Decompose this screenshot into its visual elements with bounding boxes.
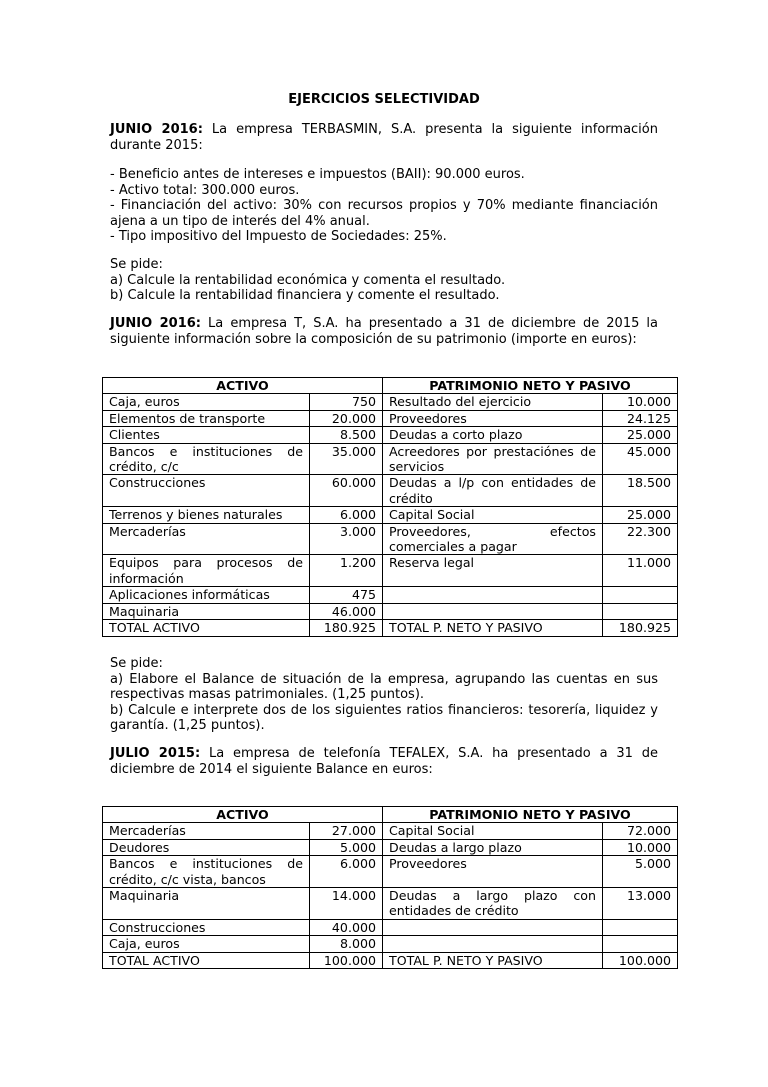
pasivo-value: 24.125 [603, 410, 678, 426]
list-item: - Beneficio antes de intereses e impuestos (BAII): 90.000 euros. [110, 167, 525, 182]
table-row [103, 410, 678, 426]
pasivo-value [603, 587, 678, 603]
pasivo-value: 10.000 [603, 394, 678, 410]
activo-cell: Mercaderías [103, 523, 310, 555]
activo-cell: Construcciones [103, 475, 310, 507]
se-pide-label: Se pide: [110, 257, 163, 272]
activo-value: 475 [310, 587, 383, 603]
table-total-row [103, 952, 678, 968]
header-activo: ACTIVO [103, 378, 383, 394]
total-activo-label: TOTAL ACTIVO [103, 952, 310, 968]
pasivo-value: 18.500 [603, 475, 678, 507]
activo-cell: Maquinaria [103, 603, 310, 619]
activo-value: 14.000 [310, 888, 383, 920]
table-row [103, 839, 678, 855]
list-item: - Activo total: 300.000 euros. [110, 182, 300, 198]
activo-value: 1.200 [310, 555, 383, 587]
balance-table-2 [102, 806, 678, 969]
ex1-questions [110, 257, 658, 304]
list-item: - Financiación del activo: 30% con recursos propios y 70% mediante financiación ajena a un tipo de interés del 4% anual. [110, 198, 658, 229]
pasivo-value: 25.000 [603, 507, 678, 523]
table-row [103, 936, 678, 952]
pasivo-value: 22.300 [603, 523, 678, 555]
question-item: a) Elabore el Balance de situación de la empresa, agrupando las cuentas en sus respectivas masas patrimoniales. (1,25 puntos). [110, 671, 658, 703]
activo-value: 6.000 [310, 507, 383, 523]
ex2-intro [110, 316, 658, 347]
table-row [103, 888, 678, 920]
header-pasivo: PATRIMONIO NETO Y PASIVO [383, 378, 678, 394]
ex1-intro-text: La empresa TERBASMIN, S.A. presenta la siguiente información durante 2015: [110, 122, 658, 153]
pasivo-cell: Deudas a largo plazo con entidades de crédito [383, 888, 603, 920]
ex2-label: JUNIO 2016: [110, 316, 201, 331]
pasivo-cell [383, 603, 603, 619]
activo-cell: Mercaderías [103, 823, 310, 839]
ex2-intro-text: La empresa T, S.A. ha presentado a 31 de diciembre de 2015 la siguiente información sobre la composición de su patrimonio (importe en euros): [110, 316, 658, 347]
activo-value: 8.000 [310, 936, 383, 952]
ex1-label: JUNIO 2016: [110, 122, 203, 137]
total-pasivo-value: 180.925 [603, 620, 678, 636]
table-row [103, 394, 678, 410]
pasivo-cell: Proveedores [383, 856, 603, 888]
pasivo-cell [383, 587, 603, 603]
activo-value: 6.000 [310, 856, 383, 888]
activo-value: 35.000 [310, 443, 383, 475]
table-row [103, 507, 678, 523]
activo-value: 46.000 [310, 603, 383, 619]
ex3-intro-text: La empresa de telefonía TEFALEX, S.A. ha presentado a 31 de diciembre de 2014 el siguiente Balance en euros: [110, 746, 658, 777]
pasivo-value: 45.000 [603, 443, 678, 475]
activo-cell: Maquinaria [103, 888, 310, 920]
pasivo-cell: Acreedores por prestaciónes de servicios [383, 443, 603, 475]
activo-cell: Bancos e instituciones de crédito, c/c vista, bancos [103, 856, 310, 888]
activo-cell: Bancos e instituciones de crédito, c/c [103, 443, 310, 475]
activo-value: 27.000 [310, 823, 383, 839]
ex1-intro [110, 122, 658, 153]
pasivo-cell: Deudas a l/p con entidades de crédito [383, 475, 603, 507]
activo-value: 5.000 [310, 839, 383, 855]
pasivo-value: 10.000 [603, 839, 678, 855]
activo-cell: Terrenos y bienes naturales [103, 507, 310, 523]
activo-value: 40.000 [310, 919, 383, 935]
activo-value: 20.000 [310, 410, 383, 426]
balance-table-1 [102, 377, 678, 637]
header-pasivo: PATRIMONIO NETO Y PASIVO [383, 807, 678, 823]
pasivo-cell: Deudas a largo plazo [383, 839, 603, 855]
list-item: - Tipo impositivo del Impuesto de Sociedades: 25%. [110, 229, 447, 245]
pasivo-value: 5.000 [603, 856, 678, 888]
activo-cell: Aplicaciones informáticas [103, 587, 310, 603]
table-row [103, 587, 678, 603]
activo-value: 60.000 [310, 475, 383, 507]
table-row [103, 427, 678, 443]
table-row [103, 823, 678, 839]
table-row [103, 603, 678, 619]
total-pasivo-label: TOTAL P. NETO Y PASIVO [383, 952, 603, 968]
page-title: EJERCICIOS SELECTIVIDAD [288, 92, 480, 107]
activo-cell: Deudores [103, 839, 310, 855]
pasivo-value [603, 936, 678, 952]
pasivo-cell: Proveedores [383, 410, 603, 426]
table-total-row [103, 620, 678, 636]
pasivo-value [603, 603, 678, 619]
pasivo-cell: Resultado del ejercicio [383, 394, 603, 410]
pasivo-cell: Proveedores, efectos comerciales a pagar [383, 523, 603, 555]
pasivo-value: 25.000 [603, 427, 678, 443]
pasivo-value: 72.000 [603, 823, 678, 839]
total-pasivo-value: 100.000 [603, 952, 678, 968]
pasivo-value: 13.000 [603, 888, 678, 920]
header-activo: ACTIVO [103, 807, 383, 823]
question-item: b) Calcule la rentabilidad financiera y comente el resultado. [110, 288, 500, 304]
total-activo-label: TOTAL ACTIVO [103, 620, 310, 636]
pasivo-cell [383, 919, 603, 935]
table-row [103, 919, 678, 935]
pasivo-value [603, 919, 678, 935]
pasivo-cell: Capital Social [383, 507, 603, 523]
table-row [103, 443, 678, 475]
table-row [103, 475, 678, 507]
ex3-label: JULIO 2015: [110, 746, 201, 761]
total-activo-value: 180.925 [310, 620, 383, 636]
se-pide-label: Se pide: [110, 656, 163, 671]
total-pasivo-label: TOTAL P. NETO Y PASIVO [383, 620, 603, 636]
activo-value: 3.000 [310, 523, 383, 555]
activo-cell: Caja, euros [103, 936, 310, 952]
activo-cell: Caja, euros [103, 394, 310, 410]
table-header-row [103, 378, 678, 394]
ex3-intro [110, 746, 658, 777]
ex1-items [110, 167, 658, 245]
activo-cell: Equipos para procesos de información [103, 555, 310, 587]
pasivo-value: 11.000 [603, 555, 678, 587]
question-item: a) Calcule la rentabilidad económica y comenta el resultado. [110, 272, 506, 288]
activo-cell: Clientes [103, 427, 310, 443]
table-row [103, 555, 678, 587]
question-item: b) Calcule e interprete dos de los siguientes ratios financieros: tesorería, liquidez y garantía. (1,25 puntos). [110, 702, 658, 734]
activo-cell: Elementos de transporte [103, 410, 310, 426]
activo-value: 750 [310, 394, 383, 410]
pasivo-cell [383, 936, 603, 952]
ex2-questions [110, 656, 658, 734]
table-row [103, 523, 678, 555]
total-activo-value: 100.000 [310, 952, 383, 968]
table-header-row [103, 807, 678, 823]
pasivo-cell: Capital Social [383, 823, 603, 839]
table-row [103, 856, 678, 888]
pasivo-cell: Deudas a corto plazo [383, 427, 603, 443]
pasivo-cell: Reserva legal [383, 555, 603, 587]
activo-value: 8.500 [310, 427, 383, 443]
activo-cell: Construcciones [103, 919, 310, 935]
